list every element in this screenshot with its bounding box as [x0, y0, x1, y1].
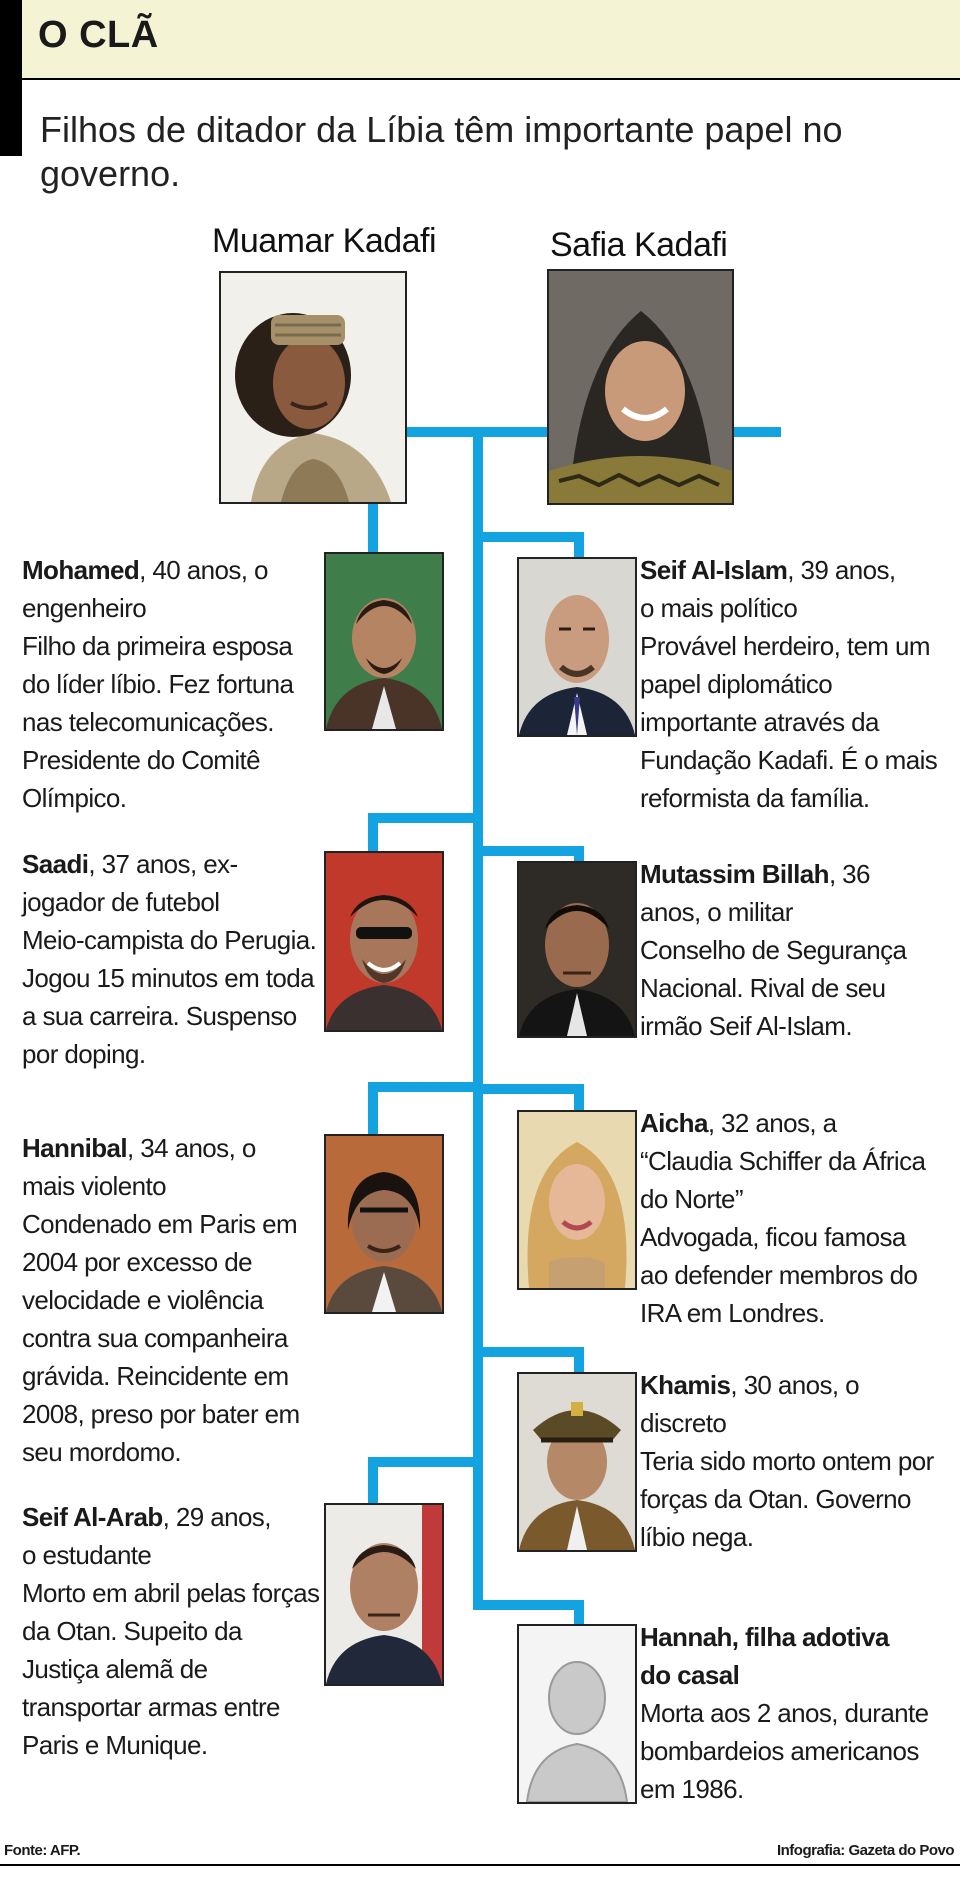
bio-mohamed: [22, 551, 322, 817]
child-name: Seif Al-Arab: [22, 1502, 163, 1532]
child-description: Advogada, ficou famosa ao defender membros do IRA em Londres.: [640, 1222, 918, 1328]
bio-khamis: [640, 1366, 940, 1556]
connector-khamis: [478, 1347, 584, 1357]
child-description: Morta aos 2 anos, durante bombardeios americanos em 1986.: [640, 1698, 929, 1804]
child-name: Mohamed: [22, 555, 140, 585]
connector-seif-al-islam-drop: [574, 532, 584, 558]
child-role: engenheiro: [22, 593, 147, 623]
source-note: Fonte: AFP.: [4, 1842, 81, 1859]
connector-seif-al-arab-drop: [368, 1457, 378, 1503]
bio-hannibal: [22, 1129, 322, 1471]
bio-mutassim: [640, 855, 940, 1045]
child-role: “Claudia Schiffer da África do Norte”: [640, 1146, 926, 1214]
photo-hannah-placeholder: [517, 1624, 637, 1804]
bio-aicha: [640, 1104, 940, 1332]
child-role: o mais político: [640, 593, 798, 623]
connector-seif-al-arab: [368, 1457, 478, 1467]
child-age: , 32 anos, a: [707, 1108, 837, 1138]
connector-hannibal: [368, 1082, 478, 1092]
connector-aicha: [478, 1084, 584, 1094]
photo-mutassim: [517, 861, 637, 1038]
child-name: Saadi: [22, 849, 89, 879]
photo-khamis: [517, 1372, 637, 1552]
child-description: Condenado em Paris em 2004 por excesso de velocidade e violência contra sua companheira grávida. Reincidente em 2008, preso por bater em seu mordomo.: [22, 1209, 300, 1467]
connector-aicha-drop: [574, 1084, 584, 1112]
photo-saadi: [324, 851, 444, 1032]
connector-hannah-drop: [574, 1600, 584, 1624]
bio-seif-al-islam: [640, 551, 940, 817]
child-age: , 39 anos,: [787, 555, 896, 585]
connector-mohamed: [368, 500, 378, 552]
child-description: Conselho de Segurança Nacional. Rival de seu irmão Seif Al-Islam.: [640, 935, 907, 1041]
child-name: Hannibal: [22, 1133, 127, 1163]
bio-saadi: [22, 845, 322, 1073]
child-role: jogador de futebol: [22, 887, 220, 917]
child-age: , 37 anos, ex-: [88, 849, 238, 879]
page-title: O CLÃ: [38, 14, 159, 56]
child-role: anos, o militar: [640, 897, 793, 927]
child-name: Mutassim Billah: [640, 859, 829, 889]
child-name: Aicha: [640, 1108, 708, 1138]
connector-khamis-drop: [574, 1347, 584, 1375]
title-accent-bar: [0, 0, 22, 156]
child-age: , 30 anos, o: [730, 1370, 860, 1400]
child-age: , 36: [828, 859, 870, 889]
family-trunk-line: [473, 427, 483, 1610]
child-description: Provável herdeiro, tem um papel diplomático importante através da Fundação Kadafi. É o mais reformista da família.: [640, 631, 938, 813]
bio-seif-al-arab: [22, 1498, 322, 1764]
photo-mohamed: [324, 552, 444, 731]
child-age: , 29 anos,: [162, 1502, 271, 1532]
photo-aicha: [517, 1110, 637, 1290]
child-role: discreto: [640, 1408, 727, 1438]
footer-rule: [0, 1864, 960, 1866]
bio-hannah: [640, 1618, 940, 1808]
connector-saadi: [368, 813, 478, 823]
child-name: Hannah, filha adotiva: [640, 1622, 889, 1652]
child-role: o estudante: [22, 1540, 152, 1570]
photo-seif-al-islam: [517, 557, 637, 737]
child-age: , 34 anos, o: [127, 1133, 256, 1163]
connector-saadi-drop: [368, 813, 378, 853]
child-age: , 40 anos, o: [139, 555, 268, 585]
connector-hannibal-drop: [368, 1082, 378, 1134]
child-name: Seif Al-Islam: [640, 555, 788, 585]
child-description: Morto em abril pelas forças da Otan. Supeito da Justiça alemã de transportar armas entre Paris e Munique.: [22, 1578, 320, 1760]
title-rule: [22, 78, 960, 80]
connector-hannah: [478, 1600, 584, 1610]
father-name: Muamar Kadafi: [212, 222, 437, 260]
credit-note: Infografia: Gazeta do Povo: [776, 1842, 954, 1859]
child-role: do casal: [640, 1660, 740, 1690]
connector-mutassim: [478, 846, 584, 856]
photo-hannibal: [324, 1134, 444, 1314]
connector-seif-al-islam: [478, 532, 584, 542]
page-subtitle: Filhos de ditador da Líbia têm importante papel no governo.: [40, 109, 843, 194]
child-description: Meio-campista do Perugia. Jogou 15 minutos em toda a sua carreira. Suspenso por doping.: [22, 925, 317, 1069]
father-portrait: [219, 271, 407, 504]
mother-portrait: [547, 269, 734, 505]
photo-seif-al-arab: [324, 1503, 444, 1686]
child-role: mais violento: [22, 1171, 166, 1201]
child-description: Teria sido morto ontem por forças da Otan. Governo líbio nega.: [640, 1446, 934, 1552]
child-description: Filho da primeira esposa do líder líbio. Fez fortuna nas telecomunicações. Presidente do Comitê Olímpico.: [22, 631, 294, 813]
child-name: Khamis: [640, 1370, 731, 1400]
mother-name: Safia Kadafi: [550, 226, 728, 264]
